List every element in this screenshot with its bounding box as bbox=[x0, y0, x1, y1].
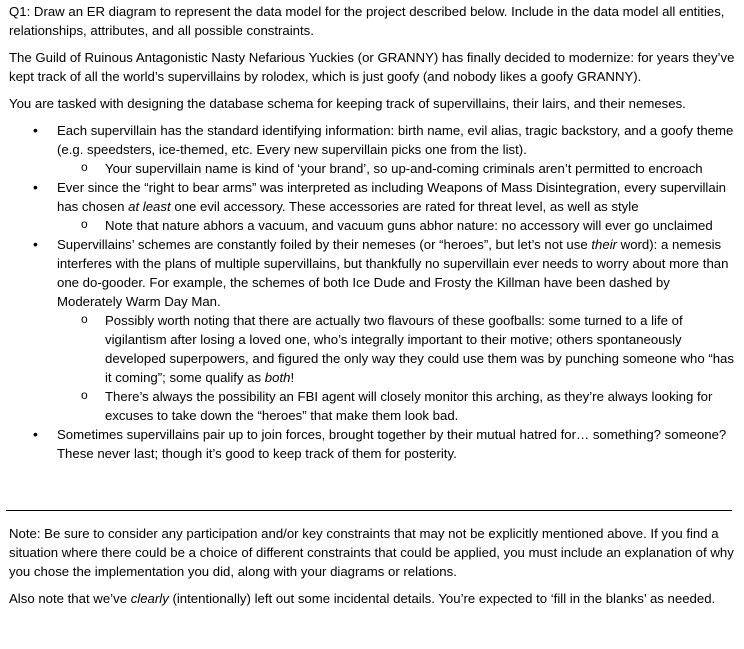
sub-list bbox=[57, 216, 735, 235]
sub-bullet-text: There’s always the possibility an FBI agent will closely monitor this arching, as they’re always looking for excuses to take down the “heroes” that make them look bad. bbox=[105, 389, 713, 423]
sub-bullet-text-before: Possibly worth noting that there are actually two flavours of these goofballs: some turned to a life of vigilantism after losing a loved one, who’s integrally important to their motive; others spontaneously developed superpowers, and figured the only way they could use them was by punching someone who “has it coming”; some qualify as bbox=[105, 313, 734, 385]
sub-bullet-icon: o bbox=[81, 217, 88, 231]
bullet-icon: • bbox=[33, 426, 38, 442]
task-paragraph: You are tasked with designing the database schema for keeping track of supervillains, their lairs, and their nemeses. bbox=[9, 96, 686, 111]
sub-bullet-text: Your supervillain name is kind of ‘your brand’, so up-and-coming criminals aren’t permitted to encroach bbox=[105, 161, 703, 176]
question-body bbox=[9, 2, 735, 463]
sub-list bbox=[57, 159, 735, 178]
sub-bullet-icon: o bbox=[81, 388, 88, 402]
list-item bbox=[9, 235, 735, 311]
bullet-text: Sometimes supervillains pair up to join forces, brought together by their mutual hatred for… something? someone? These never last; though it’s good to keep track of them for posterity. bbox=[57, 427, 727, 461]
note-constraints: Note: Be sure to consider any participation and/or key constraints that may not be explicitly mentioned above. If you find a situation where there could be a choice of different constraints that could be applied, you must include an explanation of why you chose the implementation you did, along with your diagrams or relations. bbox=[9, 526, 734, 579]
bullet-text-before: Ever since the “right to bear arms” was interpreted as including Weapons of Mass Disintegration, every supervillain has chosen bbox=[57, 180, 726, 214]
sub-list-item bbox=[57, 159, 735, 178]
bullet-icon: • bbox=[33, 179, 38, 195]
sub-list-container bbox=[9, 311, 735, 425]
intro-paragraph: The Guild of Ruinous Antagonistic Nasty Nefarious Yuckies (or GRANNY) has finally decided to modernize: for years they’ve kept track of all the world’s supervillains by rolodex, which is just goofy (and nobody likes a goofy GRANNY). bbox=[9, 50, 735, 84]
notes-section bbox=[9, 524, 735, 616]
note-text-before: Also note that we’ve bbox=[9, 591, 131, 606]
sub-list-container bbox=[9, 159, 735, 178]
bullet-emphasis: their bbox=[591, 237, 618, 252]
bullet-text-after: one evil accessory. These accessories are rated for threat level, as well as style bbox=[170, 199, 639, 214]
sub-bullet-text-after: ! bbox=[290, 370, 295, 385]
section-divider bbox=[6, 510, 732, 511]
sub-list-item bbox=[57, 216, 735, 235]
note-text-after: (intentionally) left out some incidental details. You’re expected to ‘fill in the blanks’ as needed. bbox=[168, 591, 716, 606]
sub-list-container bbox=[9, 216, 735, 235]
note-emphasis: clearly bbox=[130, 591, 169, 606]
bullet-text: Each supervillain has the standard identifying information: birth name, evil alias, tragic backstory, and a goofy theme (e.g. speedsters, ice-themed, etc. Every new supervillain picks one from the list). bbox=[57, 123, 734, 157]
bullet-icon: • bbox=[33, 122, 38, 138]
requirements-list bbox=[9, 121, 735, 463]
bullet-icon: • bbox=[33, 236, 38, 252]
sub-bullet-emphasis: both bbox=[264, 370, 291, 385]
sub-list bbox=[57, 311, 735, 425]
sub-list-item bbox=[57, 311, 735, 387]
sub-bullet-icon: o bbox=[81, 160, 88, 174]
sub-list-item bbox=[57, 387, 735, 425]
list-item bbox=[9, 425, 735, 463]
bullet-emphasis: at least bbox=[128, 199, 171, 214]
bullet-text-after: word): a nemesis interferes with the plans of multiple supervillains, but thankfully no supervillain ever needs to worry about more than one do-gooder. For example, the schemes of both Ice Dude and Frosty the Killman have been dashed by Moderately Warm Day Man. bbox=[57, 237, 729, 309]
note-incidental bbox=[9, 589, 735, 608]
sub-bullet-text: Note that nature abhors a vacuum, and vacuum guns abhor nature: no accessory will ever go unclaimed bbox=[105, 218, 713, 233]
sub-bullet-icon: o bbox=[81, 312, 88, 326]
bullet-text-before: Supervillains’ schemes are constantly foiled by their nemeses (or “heroes”, but let’s not use bbox=[57, 237, 592, 252]
list-item bbox=[9, 121, 735, 159]
list-item bbox=[9, 178, 735, 216]
question-title: Q1: Draw an ER diagram to represent the data model for the project described below. Include in the data model all entities, relationships, attributes, and all possible constraints. bbox=[9, 4, 725, 38]
